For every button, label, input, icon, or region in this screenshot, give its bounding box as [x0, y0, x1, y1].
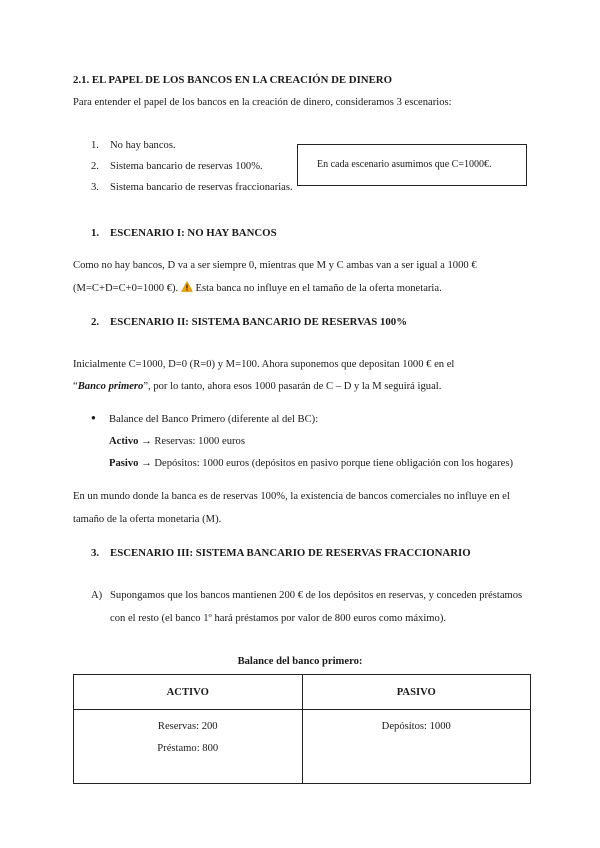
escenario-3-number: 3. — [91, 547, 100, 559]
intro-paragraph: Para entender el papel de los bancos en la creación de dinero, consideramos 3 escenarios: — [73, 97, 452, 108]
bullet-dot: ● — [91, 413, 96, 422]
note-box-text: En cada escenario asumimos que C=1000€. — [317, 159, 492, 170]
escenario-1-heading: ESCENARIO I: NO HAY BANCOS — [110, 227, 277, 239]
scenario-list-number: 2. — [91, 161, 99, 172]
escenario-3-item-line2: con el resto (el banco 1º hará préstamos por valor de 800 euros como máximo). — [110, 613, 446, 624]
banco-primero-emphasis: Banco primero — [77, 381, 144, 392]
escenario-2-line1: Inicialmente C=1000, D=0 (R=0) y M=100. Ahora suponemos que depositan 1000 € en el — [73, 359, 455, 370]
scenario-list-item: Sistema bancario de reservas 100%. — [110, 161, 263, 172]
table-row — [74, 710, 531, 784]
escenario-1-number: 1. — [91, 227, 100, 239]
column-header-activo: ACTIVO — [74, 675, 303, 710]
formula-text: (M=C+D=C+0=1000 €). — [73, 283, 179, 294]
pasivo-line — [109, 458, 513, 469]
conclusion-text: Esta banca no influye en el tamaño de la oferta monetaria. — [195, 283, 442, 294]
scenario-list-number: 3. — [91, 182, 99, 193]
pasivo-cell — [302, 710, 531, 784]
escenario-1-line1: Como no hay bancos, D va a ser siempre 0, mientras que M y C ambas van a ser igual a 1000 € — [73, 260, 477, 271]
escenario-1-line2 — [73, 281, 442, 294]
note-box — [297, 144, 527, 186]
escenario-2-number: 2. — [91, 316, 100, 328]
escenario-2-heading: ESCENARIO II: SISTEMA BANCARIO DE RESERVAS 100% — [110, 316, 408, 328]
pasivo-text: → Depósitos: 1000 euros (depósitos en pasivo porque tiene obligación con los hogares) — [141, 458, 513, 469]
warning-icon — [181, 281, 193, 292]
activo-label: Activo — [109, 436, 139, 447]
escenario-3-heading: ESCENARIO III: SISTEMA BANCARIO DE RESERVAS FRACCIONARIO — [110, 547, 471, 559]
pasivo-label: Pasivo — [109, 458, 139, 469]
table-caption: Balance del banco primero: — [237, 656, 363, 667]
activo-text: → Reservas: 1000 euros — [141, 436, 245, 447]
activo-line — [109, 436, 245, 447]
section-title: 2.1. EL PAPEL DE LOS BANCOS EN LA CREACIÓN DE DINERO — [73, 74, 392, 86]
line2-rest: ”, por lo tanto, ahora esos 1000 pasarán de C – D y la M seguirá igual. — [143, 381, 442, 392]
balance-table — [73, 674, 531, 784]
scenario-list-item: Sistema bancario de reservas fraccionarias. — [110, 182, 293, 193]
activo-row: Reservas: 200 — [157, 721, 218, 732]
escenario-2-conclusion-2: tamaño de la oferta monetaria (M). — [73, 514, 222, 525]
balance-bullet-text: Balance del Banco Primero (diferente al del BC): — [109, 414, 319, 425]
item-letter: A) — [91, 590, 103, 601]
scenario-list-number: 1. — [91, 140, 99, 151]
escenario-2-line2 — [73, 381, 441, 392]
escenario-3-item-line1: Supongamos que los bancos mantienen 200 € de los depósitos en reservas, y conceden préstamos — [110, 590, 523, 601]
column-header-pasivo: PASIVO — [302, 675, 531, 710]
table-header-row — [74, 675, 531, 710]
quote-open: “ — [73, 381, 78, 392]
scenario-list-item: No hay bancos. — [110, 140, 176, 151]
activo-cell — [74, 710, 303, 784]
pasivo-row: Depósitos: 1000 — [381, 721, 451, 732]
activo-row: Préstamo: 800 — [157, 743, 219, 754]
escenario-2-conclusion-1: En un mundo donde la banca es de reservas 100%, la existencia de bancos comerciales no influye en el — [73, 491, 510, 502]
